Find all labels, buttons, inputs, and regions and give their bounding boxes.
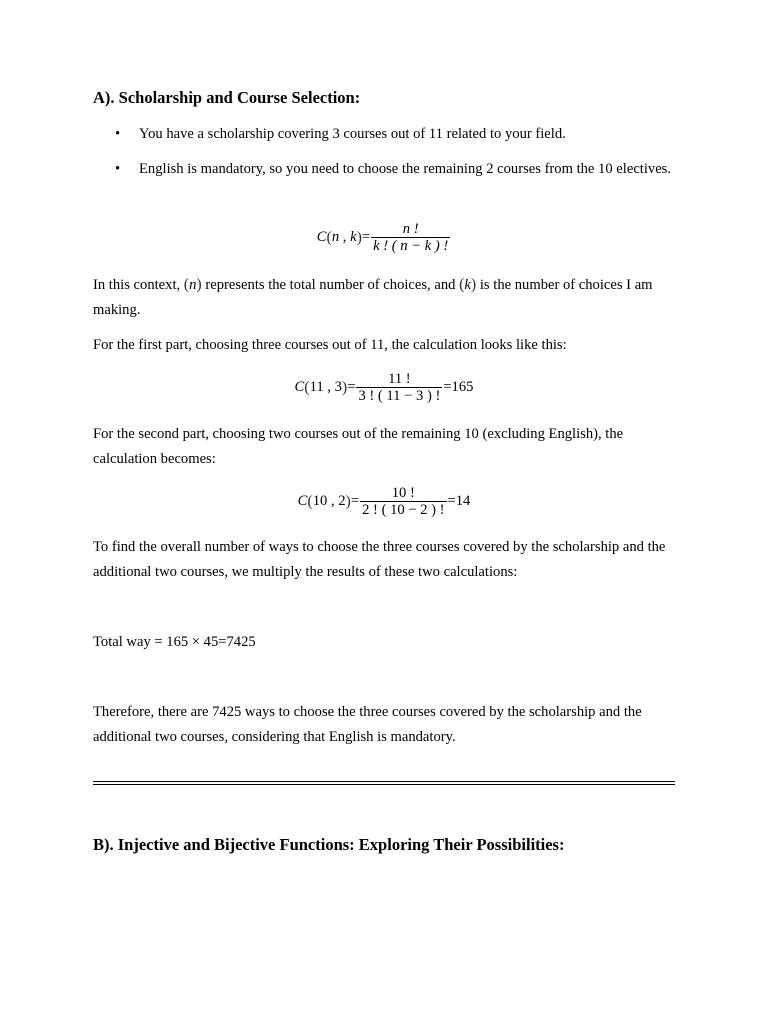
context-text-3: is the number of choices I am making. [93, 277, 653, 318]
total-line: Total way = 165 × 45=7425 [93, 634, 256, 650]
bullet-text: You have a scholarship covering 3 courses out of 11 related to your field. [139, 126, 566, 142]
fraction-denominator: 3 ! ( 11 − 3 ) ! [358, 388, 441, 404]
formula-args: 11 , 3 [309, 379, 342, 395]
formula-lhs: C [297, 493, 308, 509]
fraction-numerator: n ! [402, 221, 419, 237]
fraction-denominator: k ! ( n − k ) ! [373, 238, 449, 254]
formula-result: =165 [443, 379, 474, 395]
formula-lhs: C [294, 379, 305, 395]
second-part-paragraph: For the second part, choosing two courses out of the remaining 10 (excluding English), the calculation becomes: [93, 426, 624, 467]
context-var-n: n [189, 277, 197, 293]
overall-paragraph: To find the overall number of ways to choose the three courses covered by the scholarship and the additional two courses, we multiply the results of these two calculations: [93, 539, 666, 580]
bullet-text: English is mandatory, so you need to choose the remaining 2 courses from the 10 electives. [139, 161, 672, 177]
context-text-1: In this context, [93, 277, 184, 293]
paren-close-icon: ) [356, 228, 362, 246]
paren-close-icon: ) [341, 378, 348, 396]
fraction-numerator: 11 ! [388, 371, 411, 387]
formula-fraction [371, 221, 450, 254]
paren-close-icon: ) [470, 276, 477, 293]
formula-equals: = [347, 379, 356, 395]
formula-args: 10 , 2 [312, 493, 346, 509]
paren-close-icon: ) [345, 492, 351, 510]
section-divider-top [93, 781, 675, 782]
formula-second [93, 485, 675, 518]
formula-first [93, 371, 675, 404]
fraction-numerator: 10 ! [391, 485, 415, 501]
conclusion-paragraph: Therefore, there are 7425 ways to choose the three courses covered by the scholarship and the additional two courses, considering that English is mandatory. [93, 704, 642, 745]
formula-fraction [356, 371, 442, 404]
formula-general [93, 221, 675, 254]
formula-lhs: C [316, 229, 327, 245]
paren-close-icon: ) [196, 276, 202, 293]
formula-equals: = [350, 493, 360, 509]
fraction-denominator: 2 ! ( 10 − 2 ) ! [362, 502, 445, 518]
context-var-k: k [464, 277, 471, 293]
paren-open-icon: ( [307, 492, 313, 510]
bullet-icon: • [115, 126, 121, 142]
formula-args: n , k [331, 229, 357, 245]
context-paragraph [93, 272, 675, 323]
section-a-heading: A). Scholarship and Course Selection: [93, 88, 361, 107]
paren-open-icon: ( [459, 276, 465, 293]
section-b-heading: B). Injective and Bijective Functions: Exploring Their Possibilities: [93, 835, 565, 854]
paren-open-icon: ( [326, 228, 332, 246]
paren-open-icon: ( [183, 276, 190, 293]
context-text-2: represents the total number of choices, and [201, 277, 460, 293]
section-divider-bottom [93, 784, 675, 785]
formula-result: =14 [447, 493, 471, 509]
paren-open-icon: ( [304, 378, 310, 396]
first-part-paragraph: For the first part, choosing three courses out of 11, the calculation looks like this: [93, 337, 567, 353]
formula-equals: = [361, 229, 371, 245]
formula-fraction [360, 485, 446, 518]
bullet-icon: • [115, 161, 121, 177]
